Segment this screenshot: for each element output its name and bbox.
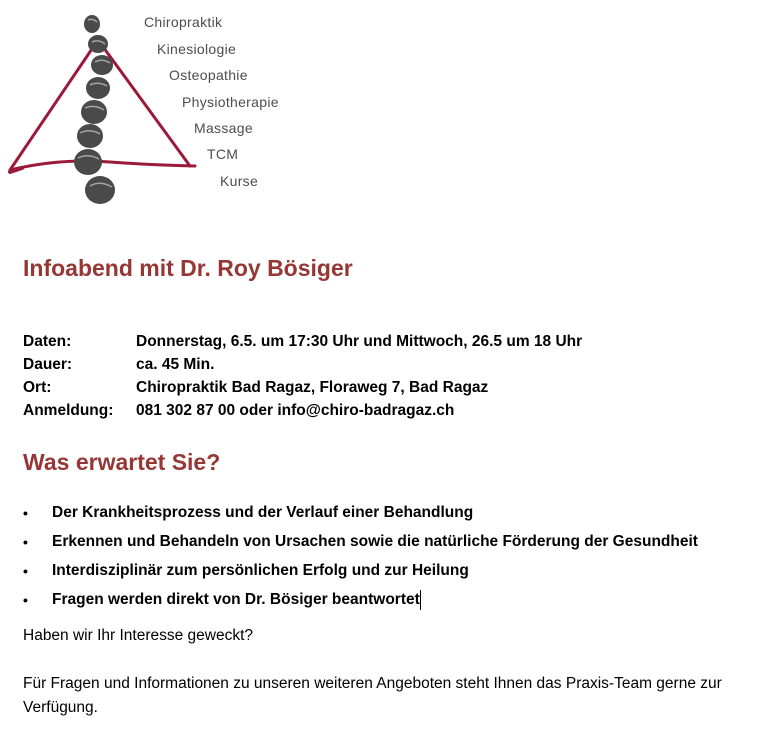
detail-row-location [23,376,582,399]
bullet-icon: • [23,562,28,579]
detail-label: Dauer: [23,355,73,373]
bullet-icon: • [23,504,28,521]
detail-label: Ort: [23,378,52,396]
service-chiropraktik: Chiropraktik [144,14,223,30]
service-osteopathie: Osteopathie [169,67,248,83]
service-kurse: Kurse [220,173,259,189]
detail-label: Daten: [23,332,72,350]
service-tcm: TCM [207,146,239,162]
detail-row-duration [23,353,582,376]
text-cursor [420,590,421,610]
detail-row-registration [23,399,582,422]
list-item-text: Erkennen und Behandeln von Ursachen sowie die natürliche Förderung der Gesundheit [52,532,698,550]
list-item-text: Fragen werden direkt von Dr. Bösiger beantwortet [52,590,420,608]
list-item [23,498,698,527]
closing-text: Für Fragen und Informationen zu unseren weiteren Angeboten steht Ihnen das Praxis-Team gerne zur Verfügung. [23,675,722,716]
practice-logo [0,0,320,215]
bullet-icon: • [23,591,28,608]
list-item [23,527,698,556]
list-item [23,585,698,614]
page-title: Infoabend mit Dr. Roy Bösiger [23,255,353,281]
service-kinesiologie: Kinesiologie [157,41,237,57]
question-text: Haben wir Ihr Interesse geweckt? [23,627,254,644]
detail-value: Chiropraktik Bad Ragaz, Floraweg 7, Bad Ragaz [136,378,489,396]
detail-value: ca. 45 Min. [136,355,215,373]
service-massage: Massage [194,120,253,136]
list-item [23,556,698,585]
detail-label: Anmeldung: [23,401,114,419]
detail-row-dates [23,330,582,353]
detail-value: Donnerstag, 6.5. um 17:30 Uhr und Mittwoch, 26.5 um 18 Uhr [136,332,583,350]
event-details [23,330,582,422]
list-item-text: Interdisziplinär zum persönlichen Erfolg und zur Heilung [52,561,469,579]
expectations-list [23,498,698,614]
list-item-text: Der Krankheitsprozess und der Verlauf einer Behandlung [52,503,474,521]
spine-triangle-logo-icon [0,0,200,215]
detail-value: 081 302 87 00 oder info@chiro-badragaz.ch [136,401,455,419]
service-physiotherapie: Physiotherapie [182,94,279,110]
section-title: Was erwartet Sie? [23,449,221,475]
bullet-icon: • [23,533,28,550]
